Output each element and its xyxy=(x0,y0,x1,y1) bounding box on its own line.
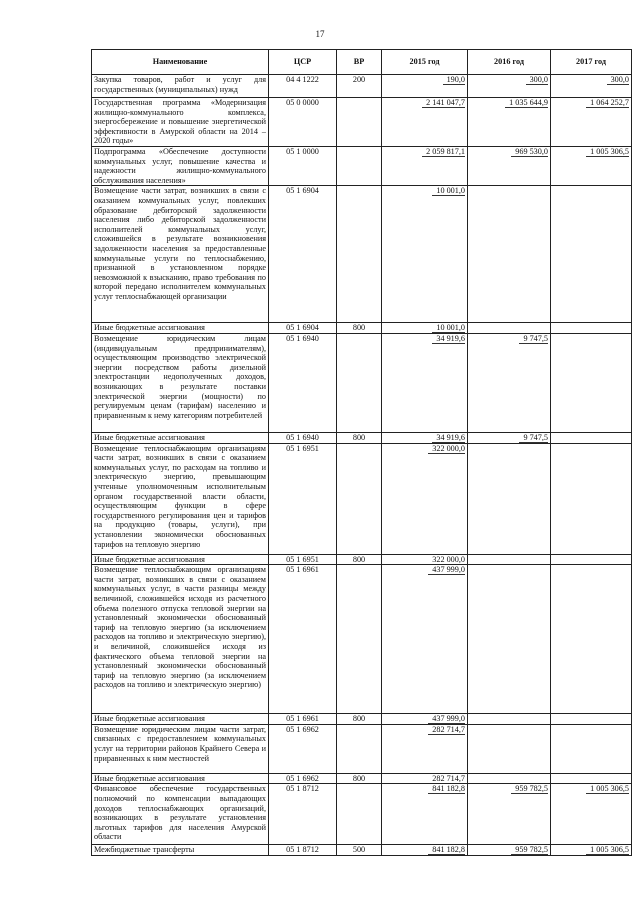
table-row xyxy=(92,75,632,98)
row-csr: 05 1 6951 xyxy=(269,443,337,554)
row-2015: 10 001,0 xyxy=(382,323,468,334)
table-row xyxy=(92,554,632,565)
row-2016 xyxy=(468,724,551,773)
row-2015: 34 919,6 xyxy=(382,333,468,432)
row-csr: 05 1 6962 xyxy=(269,773,337,784)
row-2016: 9 747,5 xyxy=(468,432,551,443)
row-name: Межбюджетные трансферты xyxy=(92,845,269,856)
row-2015: 437 999,0 xyxy=(382,714,468,725)
row-csr: 05 1 6904 xyxy=(269,186,337,323)
table-header-row xyxy=(92,50,632,75)
row-2016: 959 782,5 xyxy=(468,845,551,856)
table-row xyxy=(92,98,632,147)
row-2017 xyxy=(551,554,632,565)
row-2015: 282 714,7 xyxy=(382,724,468,773)
row-vr xyxy=(337,333,382,432)
row-2017: 1 005 306,5 xyxy=(551,147,632,186)
header-2017: 2017 год xyxy=(551,50,632,75)
row-csr: 05 1 6961 xyxy=(269,565,337,714)
row-2016 xyxy=(468,565,551,714)
row-2015: 282 714,7 xyxy=(382,773,468,784)
header-vr: ВР xyxy=(337,50,382,75)
row-2015: 841 182,8 xyxy=(382,784,468,845)
header-csr: ЦСР xyxy=(269,50,337,75)
row-vr xyxy=(337,186,382,323)
table-row xyxy=(92,443,632,554)
row-csr: 05 1 8712 xyxy=(269,845,337,856)
row-name: Государственная программа «Модернизация жилищно-коммунального комплекса, энергосбережение и повышение энергетической эффективности в Амурской области на 2014 – 2020 годы» xyxy=(92,98,269,147)
row-2015: 437 999,0 xyxy=(382,565,468,714)
row-name: Возмещение теплоснабжающим организациям части затрат, возникших в связи с оказанием коммунальных услуг, по расходам на топливо и электрическую энергию, превышающим учтенные уполномоченным исполнительным органом государственной власти области, осуществляющим функции в сфере государственного регулирования цен и тарифов на продукцию (товары, услуги), при установлении экономически обоснованных тарифов на тепловую энергию xyxy=(92,443,269,554)
row-name: Возмещение юридическим лицам части затрат, связанных с предоставлением коммунальных услуг на территории районов Крайнего Севера и приравненных к ним местностей xyxy=(92,724,269,773)
row-name: Иные бюджетные ассигнования xyxy=(92,773,269,784)
table-row xyxy=(92,714,632,725)
header-2016: 2016 год xyxy=(468,50,551,75)
row-csr: 05 1 8712 xyxy=(269,784,337,845)
row-2017 xyxy=(551,714,632,725)
table-body xyxy=(92,75,632,856)
row-vr xyxy=(337,147,382,186)
row-name: Иные бюджетные ассигнования xyxy=(92,432,269,443)
row-csr: 05 0 0000 xyxy=(269,98,337,147)
row-2015: 322 000,0 xyxy=(382,443,468,554)
row-2015: 322 000,0 xyxy=(382,554,468,565)
header-2015: 2015 год xyxy=(382,50,468,75)
row-vr: 800 xyxy=(337,714,382,725)
row-vr: 800 xyxy=(337,432,382,443)
row-2015: 2 059 817,1 xyxy=(382,147,468,186)
row-vr xyxy=(337,443,382,554)
row-csr: 04 4 1222 xyxy=(269,75,337,98)
header-name: Наименование xyxy=(92,50,269,75)
row-csr: 05 1 6940 xyxy=(269,432,337,443)
row-vr: 800 xyxy=(337,773,382,784)
row-2016 xyxy=(468,323,551,334)
table-row xyxy=(92,333,632,432)
row-2015: 34 919,6 xyxy=(382,432,468,443)
page-number: 17 xyxy=(315,29,325,39)
row-2017 xyxy=(551,432,632,443)
row-vr: 800 xyxy=(337,554,382,565)
row-vr: 200 xyxy=(337,75,382,98)
row-csr: 05 1 6940 xyxy=(269,333,337,432)
row-vr xyxy=(337,565,382,714)
table-row xyxy=(92,323,632,334)
row-name: Иные бюджетные ассигнования xyxy=(92,323,269,334)
row-2016 xyxy=(468,186,551,323)
table-row xyxy=(92,724,632,773)
row-2017 xyxy=(551,186,632,323)
row-2017 xyxy=(551,724,632,773)
row-name: Закупка товаров, работ и услуг для государственных (муниципальных) нужд xyxy=(92,75,269,98)
row-name: Возмещение части затрат, возникших в связи с оказанием коммунальных услуг, повлекших образование дебиторской задолженности населения либо дебиторской задолженности исполнителей коммунальных услуг, сложившейся в результате возникновения задолженности населения за предоставленные коммунальные услуги по теплоснабжению, признанной в установленном порядке невозможной к взысканию, право требования по которой передано исполнителем коммунальных услуг теплоснабжающей организации xyxy=(92,186,269,323)
row-name: Финансовое обеспечение государственных полномочий по компенсации выпадающих доходов теплоснабжающих организаций, возникающих в результате установления льготных тарифов для населения Амурской области xyxy=(92,784,269,845)
table-row xyxy=(92,845,632,856)
table-row xyxy=(92,186,632,323)
row-vr xyxy=(337,784,382,845)
row-2017: 1 005 306,5 xyxy=(551,784,632,845)
table-row xyxy=(92,432,632,443)
row-vr: 500 xyxy=(337,845,382,856)
row-2016: 959 782,5 xyxy=(468,784,551,845)
row-2016: 9 747,5 xyxy=(468,333,551,432)
row-2016 xyxy=(468,773,551,784)
budget-table xyxy=(91,49,632,856)
row-csr: 05 1 6961 xyxy=(269,714,337,725)
row-2017 xyxy=(551,323,632,334)
row-2017 xyxy=(551,773,632,784)
row-csr: 05 1 6904 xyxy=(269,323,337,334)
row-vr xyxy=(337,98,382,147)
row-2017: 1 005 306,5 xyxy=(551,845,632,856)
row-2016: 969 530,0 xyxy=(468,147,551,186)
row-2017 xyxy=(551,333,632,432)
row-csr: 05 1 6951 xyxy=(269,554,337,565)
table-row xyxy=(92,565,632,714)
row-2016: 300,0 xyxy=(468,75,551,98)
table-row xyxy=(92,784,632,845)
row-2017: 300,0 xyxy=(551,75,632,98)
row-2015: 190,0 xyxy=(382,75,468,98)
table-row xyxy=(92,147,632,186)
row-2017 xyxy=(551,443,632,554)
row-name: Подпрограмма «Обеспечение доступности коммунальных услуг, повышение качества и надежности жилищно-коммунального обслуживания населения» xyxy=(92,147,269,186)
table-row xyxy=(92,773,632,784)
row-2015: 841 182,8 xyxy=(382,845,468,856)
row-name: Иные бюджетные ассигнования xyxy=(92,714,269,725)
row-2016 xyxy=(468,714,551,725)
row-csr: 05 1 6962 xyxy=(269,724,337,773)
row-2016 xyxy=(468,443,551,554)
row-name: Возмещение юридическим лицам (индивидуальным предпринимателям), осуществляющим производство электрической энергии посредством работы дизельной электростанции недополученных доходов, возникающих в результате поставки электрической энергии (мощности) по регулируемым ценам (тарифам) населению и приравненным к нему категориям потребителей xyxy=(92,333,269,432)
row-2016: 1 035 644,9 xyxy=(468,98,551,147)
row-name: Иные бюджетные ассигнования xyxy=(92,554,269,565)
row-csr: 05 1 0000 xyxy=(269,147,337,186)
row-2017 xyxy=(551,565,632,714)
row-vr: 800 xyxy=(337,323,382,334)
row-2015: 2 141 047,7 xyxy=(382,98,468,147)
row-vr xyxy=(337,724,382,773)
row-2016 xyxy=(468,554,551,565)
row-name: Возмещение теплоснабжающим организациям части затрат, возникших в связи с оказанием коммунальных услуг, в части разницы между величиной, сложившейся исходя из расчетного объема полезного отпуска тепловой энергии на установленный экономически обоснованный тариф на тепловую энергию (за исключением расходов на топливо и электрическую энергию), и величиной, сложившейся исходя из фактического объема тепловой энергии на установленный экономически обоснованный тариф на тепловую энергию (за исключением расходов на топливо и электрическую энергию) xyxy=(92,565,269,714)
row-2017: 1 064 252,7 xyxy=(551,98,632,147)
row-2015: 10 001,0 xyxy=(382,186,468,323)
